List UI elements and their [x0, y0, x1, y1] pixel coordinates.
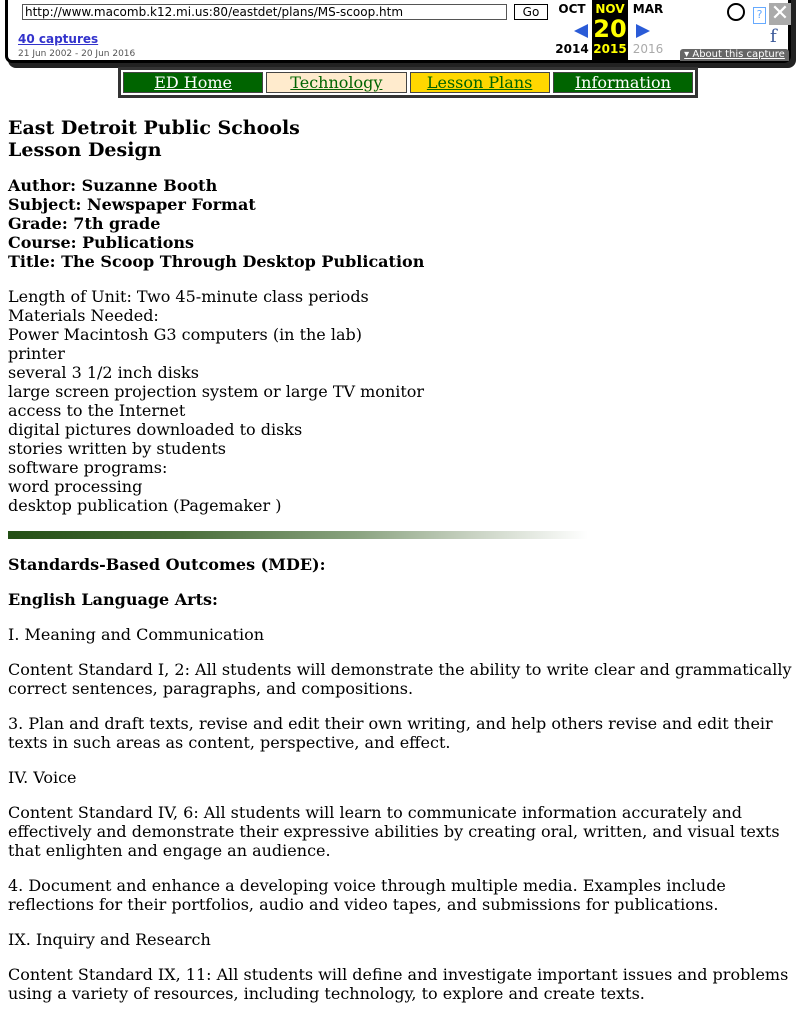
detail-line: Length of Unit: Two 45-minute class periods	[8, 287, 369, 306]
detail-line: digital pictures downloaded to disks	[8, 420, 303, 439]
title-line-1: East Detroit Public Schools	[8, 117, 300, 139]
prev-month[interactable]: OCT	[558, 2, 586, 16]
nav-information[interactable]: Information	[553, 72, 693, 93]
nav-technology[interactable]: Technology	[266, 72, 406, 93]
detail-line: software programs:	[8, 458, 168, 477]
detail-line: printer	[8, 344, 65, 363]
course: Course: Publications	[8, 233, 195, 252]
captures-link[interactable]: 40 captures	[18, 32, 99, 46]
paragraph: 4. Document and enhance a developing voice through multiple media. Examples include reflections for their portfolios, audio and video tapes, and submissions for publications.	[8, 876, 726, 914]
capture-date-range: 21 Jun 2002 - 20 Jun 2016	[18, 49, 136, 59]
paragraph: Content Standard I, 2: All students will demonstrate the ability to write clear and grammatically correct sentences, paragraphs, and compositions.	[8, 660, 792, 698]
lesson-details	[8, 287, 798, 515]
go-button[interactable]: Go	[514, 4, 548, 20]
detail-line: word processing	[8, 477, 143, 496]
paragraph: 3. Plan and draft texts, revise and edit their own writing, and help others revise and edit their texts in such areas as content, perspective, and effect.	[8, 714, 773, 752]
detail-line: large screen projection system or large TV monitor	[8, 382, 425, 401]
prev-arrow-icon[interactable]	[574, 24, 588, 38]
help-icon[interactable]: ?	[753, 7, 766, 24]
gradient-divider	[8, 531, 588, 539]
site-nav	[118, 67, 698, 98]
wayback-toolbar	[5, 0, 791, 63]
next-arrow-icon[interactable]	[636, 24, 650, 38]
current-day: 20	[593, 15, 627, 43]
detail-line: access to the Internet	[8, 401, 186, 420]
paragraph: Content Standard IX, 11: All students will define and investigate important issues and problems using a variety of resources, including technology, to explore and create texts.	[8, 965, 789, 1003]
about-capture-button[interactable]	[680, 49, 789, 61]
page-title	[8, 117, 798, 161]
about-capture-label[interactable]: ▾ About this capture	[684, 49, 785, 60]
url-input[interactable]	[22, 4, 507, 20]
author: Author: Suzanne Booth	[8, 176, 218, 195]
detail-line: several 3 1/2 inch disks	[8, 363, 199, 382]
detail-line: stories written by students	[8, 439, 226, 458]
ela-heading: English Language Arts:	[8, 590, 218, 609]
detail-line: desktop publication (Pagemaker )	[8, 496, 282, 515]
loading-circle-icon	[727, 3, 745, 21]
next-year: 2016	[632, 42, 664, 56]
current-capture	[592, 0, 628, 60]
paragraph: IX. Inquiry and Research	[8, 930, 211, 949]
standards-heading: Standards-Based Outcomes (MDE):	[8, 555, 326, 574]
lesson-meta	[8, 176, 798, 271]
nav-ed-home[interactable]: ED Home	[123, 72, 263, 93]
next-month[interactable]: MAR	[632, 2, 664, 16]
paragraph: IV. Voice	[8, 768, 77, 787]
lesson-title: Title: The Scoop Through Desktop Publication	[8, 252, 425, 271]
paragraph: I. Meaning and Communication	[8, 625, 265, 644]
close-icon[interactable]: ✕	[770, 1, 790, 26]
nav-lesson-plans[interactable]: Lesson Plans	[410, 72, 550, 93]
paragraph: Content Standard IV, 6: All students will learn to communicate information accurately and effectively and demonstrate their expressive abilities by creating oral, written, and visual texts that enlighten and engage an audience.	[8, 803, 780, 860]
next-capture[interactable]	[630, 0, 666, 60]
detail-line: Materials Needed:	[8, 306, 159, 325]
detail-line: Power Macintosh G3 computers (in the lab)	[8, 325, 362, 344]
prev-year[interactable]: 2014	[555, 42, 589, 56]
grade: Grade: 7th grade	[8, 214, 161, 233]
main-content	[8, 117, 798, 1003]
subject: Subject: Newspaper Format	[8, 195, 256, 214]
facebook-icon[interactable]: f	[770, 26, 777, 47]
prev-capture[interactable]	[554, 0, 590, 60]
current-year: 2015	[593, 42, 627, 56]
title-line-2: Lesson Design	[8, 139, 162, 161]
current-month: NOV	[595, 2, 625, 16]
